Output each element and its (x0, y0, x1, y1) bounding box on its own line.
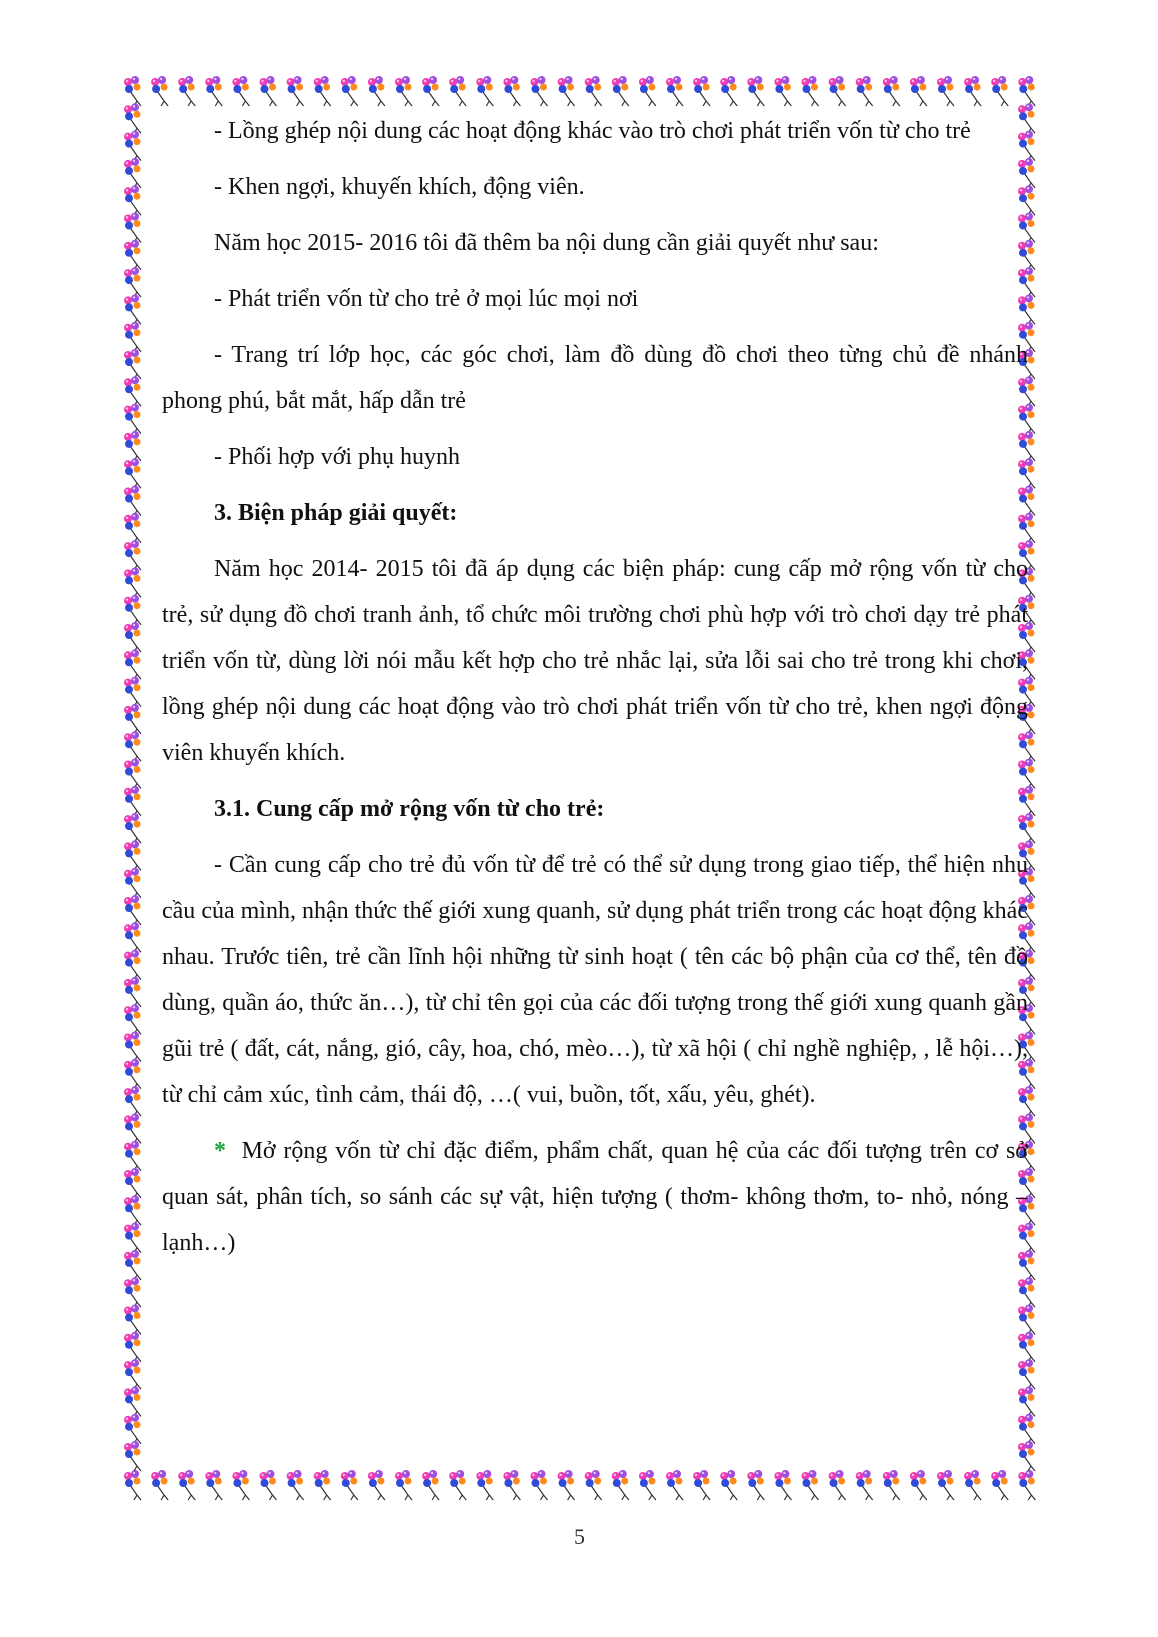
balloon-bunch-icon (314, 1470, 331, 1500)
balloon-bunch-icon (883, 76, 900, 106)
balloon-bunch-icon (910, 76, 927, 106)
paragraph-expand-vocabulary-text: Mở rộng vốn từ chỉ đặc điểm, phẩm chất, quan hệ của các đối tượng trên cơ sở quan sát, phân tích, so sánh các sự vật, hiện tượng ( thơm- không thơm, to- nhỏ, nóng – lạnh…) (162, 1138, 1028, 1256)
balloon-bunch-icon (260, 1470, 277, 1500)
balloon-bunch-icon (531, 76, 548, 106)
balloon-bunch-icon (124, 431, 141, 461)
balloon-bunch-icon (1018, 1332, 1035, 1362)
page-number: 5 (574, 1524, 585, 1549)
balloon-bunch-icon (124, 1113, 141, 1143)
balloon-bunch-icon (531, 1470, 548, 1500)
balloon-bunch-icon (774, 76, 791, 106)
balloon-bunch-icon (178, 76, 195, 106)
balloon-bunch-icon (558, 1470, 575, 1500)
balloon-bunch-icon (449, 76, 466, 106)
balloon-bunch-icon (774, 1470, 791, 1500)
balloon-bunch-icon (395, 1470, 412, 1500)
balloon-bunch-icon (124, 895, 141, 925)
balloon-bunch-icon (829, 1470, 846, 1500)
balloon-bunch-icon (124, 486, 141, 516)
balloon-bunch-icon (1018, 1359, 1035, 1389)
balloon-bunch-icon (856, 1470, 873, 1500)
balloon-bunch-icon (1018, 1414, 1035, 1444)
balloon-bunch-icon (747, 1470, 764, 1500)
balloon-bunch-icon (802, 76, 819, 106)
balloon-bunch-icon (124, 922, 141, 952)
balloon-bunch-icon (124, 595, 141, 625)
balloon-bunch-icon (747, 76, 764, 106)
balloon-bunch-icon (964, 76, 981, 106)
balloon-bunch-icon (124, 649, 141, 679)
paragraph-school-year-2014: Năm học 2014- 2015 tôi đã áp dụng các biện pháp: cung cấp mở rộng vốn từ cho trẻ, sử dụng đồ chơi tranh ảnh, tổ chức môi trường chơi phù hợp với trò chơi dạy trẻ phát triển vốn từ, dùng lời nói mẫu kết hợp cho trẻ nhắc lại, sửa lỗi sai cho trẻ trong khi chơi, lồng ghép nội dung các hoạt động vào trò chơi phát triển vốn từ cho trẻ, khen ngợi động viên khuyến khích. (162, 556, 1028, 766)
balloon-bunch-icon (124, 1086, 141, 1116)
balloon-bunch-icon (124, 1195, 141, 1225)
balloon-bunch-icon (937, 1470, 954, 1500)
balloon-bunch-icon (395, 76, 412, 106)
balloon-bunch-icon (151, 76, 168, 106)
balloon-bunch-icon (205, 1470, 222, 1500)
balloon-bunch-icon (124, 131, 141, 161)
balloon-bunch-icon (124, 76, 141, 106)
balloon-bunch-icon (124, 677, 141, 707)
balloon-bunch-icon (124, 1386, 141, 1416)
balloon-bunch-icon (368, 76, 385, 106)
balloon-bunch-icon (883, 1470, 900, 1500)
balloon-bunch-icon (124, 1004, 141, 1034)
balloon-bunch-icon (124, 513, 141, 543)
balloon-bunch-icon (720, 1470, 737, 1500)
document-body (162, 108, 1028, 1276)
balloon-bunch-icon (368, 1470, 385, 1500)
balloon-bunch-icon (476, 1470, 493, 1500)
balloon-bunch-icon (124, 267, 141, 297)
balloon-bunch-icon (124, 185, 141, 215)
balloon-bunch-icon (124, 1359, 141, 1389)
balloon-bunch-icon (124, 977, 141, 1007)
balloon-bunch-icon (178, 1470, 195, 1500)
balloon-bunch-icon (612, 1470, 629, 1500)
balloon-bunch-icon (341, 76, 358, 106)
balloon-bunch-icon (1018, 1277, 1035, 1307)
balloon-bunch-icon (1018, 1305, 1035, 1335)
balloon-bunch-icon (124, 349, 141, 379)
balloon-bunch-icon (1018, 1441, 1035, 1471)
balloon-bunch-icon (802, 1470, 819, 1500)
balloon-bunch-icon (151, 1470, 168, 1500)
balloon-bunch-icon (856, 76, 873, 106)
balloon-bunch-icon (124, 950, 141, 980)
balloon-bunch-icon (205, 76, 222, 106)
balloon-bunch-icon (1018, 1470, 1035, 1500)
balloon-bunch-icon (124, 1059, 141, 1089)
balloon-bunch-icon (124, 1441, 141, 1471)
balloon-bunch-icon (693, 1470, 710, 1500)
balloon-bunch-icon (287, 1470, 304, 1500)
bullet-star: * (214, 1138, 226, 1164)
balloon-bunch-icon (666, 76, 683, 106)
balloon-bunch-icon (503, 1470, 520, 1500)
balloon-bunch-icon (124, 404, 141, 434)
balloon-bunch-icon (124, 1305, 141, 1335)
balloon-bunch-icon (476, 76, 493, 106)
balloon-bunch-icon (639, 1470, 656, 1500)
balloon-bunch-icon (991, 1470, 1008, 1500)
balloon-bunch-icon (124, 1168, 141, 1198)
balloon-bunch-icon (124, 213, 141, 243)
balloon-bunch-icon (124, 1332, 141, 1362)
balloon-bunch-icon (612, 76, 629, 106)
balloon-bunch-icon (232, 1470, 249, 1500)
balloon-bunch-icon (558, 76, 575, 106)
balloon-bunch-icon (314, 76, 331, 106)
balloon-bunch-icon (341, 1470, 358, 1500)
balloon-bunch-icon (232, 76, 249, 106)
section-heading-3-1: 3.1. Cung cấp mở rộng vốn từ cho trẻ: (214, 796, 605, 822)
balloon-bunch-icon (937, 76, 954, 106)
balloon-bunch-icon (124, 567, 141, 597)
balloon-bunch-icon (422, 76, 439, 106)
balloon-bunch-icon (124, 1141, 141, 1171)
balloon-bunch-icon (124, 1470, 141, 1500)
balloon-bunch-icon (124, 1250, 141, 1280)
paragraph-integrate-activities: - Lồng ghép nội dung các hoạt động khác vào trò chơi phát triển vốn từ cho trẻ (214, 118, 971, 144)
paragraph-decorate-classroom: - Trang trí lớp học, các góc chơi, làm đồ dùng đồ chơi theo từng chủ đề nhánh phong phú, bắt mắt, hấp dẫn trẻ (162, 342, 1028, 414)
balloon-bunch-icon (910, 1470, 927, 1500)
balloon-bunch-icon (720, 76, 737, 106)
balloon-bunch-icon (124, 240, 141, 270)
balloon-bunch-icon (964, 1470, 981, 1500)
paragraph-parents: - Phối hợp với phụ huynh (214, 444, 461, 470)
balloon-bunch-icon (124, 840, 141, 870)
balloon-bunch-icon (585, 76, 602, 106)
balloon-bunch-icon (639, 76, 656, 106)
balloon-bunch-icon (124, 540, 141, 570)
balloon-bunch-icon (422, 1470, 439, 1500)
balloon-bunch-icon (124, 786, 141, 816)
balloon-bunch-icon (124, 704, 141, 734)
balloon-bunch-icon (124, 731, 141, 761)
paragraph-praise: - Khen ngợi, khuyến khích, động viên. (214, 174, 585, 200)
balloon-bunch-icon (124, 103, 141, 133)
balloon-bunch-icon (449, 1470, 466, 1500)
balloon-bunch-icon (693, 76, 710, 106)
paragraph-provide-vocabulary: - Cần cung cấp cho trẻ đủ vốn từ để trẻ có thể sử dụng trong giao tiếp, thể hiện nhu cầu của mình, nhận thức thế giới xung quanh, sử dụng phát triển trong các hoạt động khác nhau. Trước tiên, trẻ cần lĩnh hội những từ sinh hoạt ( tên các bộ phận của cơ thể, tên đồ dùng, quần áo, thức ăn…), từ chỉ tên gọi của các đối tượng trong thế giới xung quanh gần gũi trẻ ( đất, cát, nắng, gió, cây, hoa, chó, mèo…), từ xã hội ( chỉ nghề nghiệp, , lễ hội…), từ chỉ cảm xúc, tình cảm, thái độ, …( vui, buồn, tốt, xấu, yêu, ghét). (162, 852, 1028, 1108)
balloon-bunch-icon (124, 294, 141, 324)
balloon-bunch-icon (124, 1223, 141, 1253)
balloon-bunch-icon (829, 76, 846, 106)
balloon-bunch-icon (124, 759, 141, 789)
balloon-bunch-icon (1018, 76, 1035, 106)
balloon-bunch-icon (124, 322, 141, 352)
balloon-bunch-icon (287, 76, 304, 106)
balloon-bunch-icon (1018, 1386, 1035, 1416)
balloon-bunch-icon (124, 1032, 141, 1062)
balloon-bunch-icon (124, 158, 141, 188)
balloon-bunch-icon (124, 868, 141, 898)
balloon-bunch-icon (124, 376, 141, 406)
balloon-bunch-icon (124, 1414, 141, 1444)
paragraph-expand-vocabulary (162, 1128, 1028, 1266)
balloon-bunch-icon (585, 1470, 602, 1500)
balloon-bunch-icon (260, 76, 277, 106)
paragraph-school-year-2015: Năm học 2015- 2016 tôi đã thêm ba nội dung cần giải quyết như sau: (214, 230, 879, 256)
balloon-bunch-icon (503, 76, 520, 106)
balloon-bunch-icon (124, 1277, 141, 1307)
balloon-bunch-icon (991, 76, 1008, 106)
section-heading-solutions: 3. Biện pháp giải quyết: (214, 500, 458, 526)
balloon-bunch-icon (666, 1470, 683, 1500)
balloon-bunch-icon (124, 458, 141, 488)
balloon-bunch-icon (124, 813, 141, 843)
paragraph-develop-vocabulary: - Phát triển vốn từ cho trẻ ở mọi lúc mọi nơi (214, 286, 639, 312)
balloon-bunch-icon (124, 622, 141, 652)
